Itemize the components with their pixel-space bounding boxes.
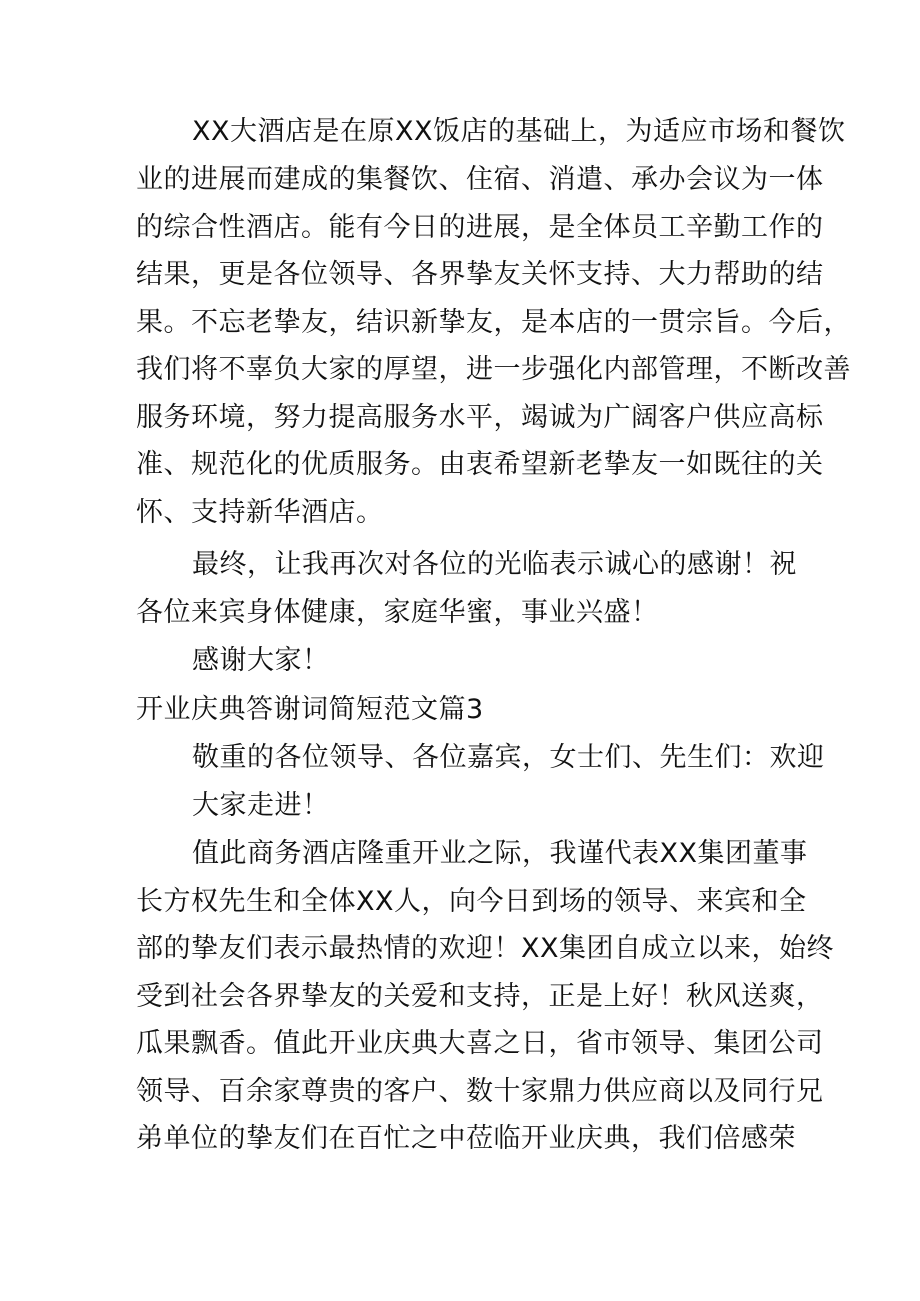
heading-text: 开业庆典答谢词简短范文篇3 <box>136 694 484 725</box>
text-line: 果。不忘老挚友，结识新挚友，是本店的一贯宗旨。今后， <box>136 307 851 338</box>
text-line: 业的进展而建成的集餐饮、住宿、消遣、承办会议为一体 <box>136 164 824 195</box>
text-line: 准、规范化的优质服务。由衷希望新老挚友一如既往的关 <box>136 449 824 480</box>
text-line: 感谢大家！ <box>192 645 330 676</box>
text-line: 各位来宾身体健康，家庭华蜜，事业兴盛！ <box>136 597 659 628</box>
text-line: 领导、百余家尊贵的客户、数十家鼎力供应商以及同行兄 <box>136 1076 824 1107</box>
text-line: 最终，让我再次对各位的光临表示诚心的感谢！祝 <box>192 549 797 580</box>
text-line: 长方权先生和全体XX人，向今日到场的领导、来宾和全 <box>136 886 807 917</box>
text-line: 部的挚友们表示最热情的欢迎！XX集团自成立以来，始终 <box>136 933 834 964</box>
text-line: 服务环境，努力提高服务水平，竭诚为广阔客户供应高标 <box>136 402 824 433</box>
text-line: 敬重的各位领导、各位嘉宾，女士们、先生们：欢迎 <box>192 742 825 773</box>
text-line: 受到社会各界挚友的关爱和支持，正是上好！秋风送爽， <box>136 981 824 1012</box>
text-line: 的综合性酒店。能有今日的进展，是全体员工辛勤工作的 <box>136 212 824 243</box>
text-line: 大家走进！ <box>192 790 330 821</box>
text-line: XX大酒店是在原XX饭店的基础上，为适应市场和餐饮 <box>192 116 846 147</box>
text-line: 结果，更是各位领导、各界挚友关怀支持、大力帮助的结 <box>136 259 824 290</box>
text-line: 弟单位的挚友们在百忙之中莅临开业庆典，我们倍感荣 <box>136 1123 796 1154</box>
text-line: 怀、支持新华酒店。 <box>136 497 384 528</box>
text-line: 我们将不辜负大家的厚望，进一步强化内部管理，不断改善 <box>136 354 851 385</box>
text-line: 值此商务酒店隆重开业之际，我谨代表XX集团董事 <box>192 838 808 869</box>
text-line: 瓜果飘香。值此开业庆典大喜之日，省市领导、集团公司 <box>136 1028 824 1059</box>
